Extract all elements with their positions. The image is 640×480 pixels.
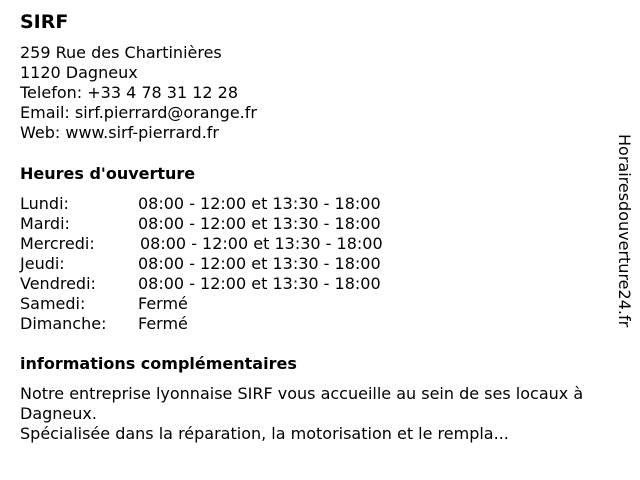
hours-time: Fermé	[138, 314, 188, 333]
hours-row-dimanche	[20, 314, 440, 334]
site-watermark	[612, 134, 634, 344]
opening-hours-heading: Heures d'ouverture	[20, 164, 196, 183]
hours-day: Mardi:	[20, 214, 70, 233]
phone-line: Telefon: +33 4 78 31 12 28	[20, 83, 239, 102]
hours-day: Jeudi:	[20, 254, 65, 273]
address-block	[20, 43, 257, 143]
additional-info-heading: informations complémentaires	[20, 354, 297, 373]
opening-hours-table	[20, 194, 440, 334]
hours-time: 08:00 - 12:00 et 13:30 - 18:00	[140, 234, 383, 253]
hours-row-jeudi	[20, 254, 440, 274]
description-line-1: Notre entreprise lyonnaise SIRF vous accueille au sein de ses locaux à	[20, 384, 584, 403]
description-line-2: Dagneux.	[20, 404, 97, 423]
hours-time: 08:00 - 12:00 et 13:30 - 18:00	[138, 194, 381, 213]
hours-time: 08:00 - 12:00 et 13:30 - 18:00	[138, 254, 381, 273]
hours-day: Vendredi:	[20, 274, 96, 293]
hours-day: Dimanche:	[20, 314, 107, 333]
hours-row-mardi	[20, 214, 440, 234]
description-line-3: Spécialisée dans la réparation, la motorisation et le rempla...	[20, 424, 509, 443]
street-address: 259 Rue des Chartinières	[20, 43, 222, 62]
hours-day: Mercredi:	[20, 234, 95, 253]
hours-day: Samedi:	[20, 294, 86, 313]
web-line: Web: www.sirf-pierrard.fr	[20, 123, 219, 142]
hours-row-lundi	[20, 194, 440, 214]
city-address: 1120 Dagneux	[20, 63, 138, 82]
hours-row-mercredi	[20, 234, 440, 254]
hours-time: 08:00 - 12:00 et 13:30 - 18:00	[138, 274, 381, 293]
hours-time: 08:00 - 12:00 et 13:30 - 18:00	[138, 214, 381, 233]
hours-row-vendredi	[20, 274, 440, 294]
hours-time: Fermé	[138, 294, 188, 313]
email-line: Email: sirf.pierrard@orange.fr	[20, 103, 257, 122]
business-title: SIRF	[20, 11, 69, 33]
watermark-text: Horairesdouverture24.fr	[615, 134, 634, 328]
hours-row-samedi	[20, 294, 440, 314]
description-text	[20, 384, 635, 444]
hours-day: Lundi:	[20, 194, 69, 213]
